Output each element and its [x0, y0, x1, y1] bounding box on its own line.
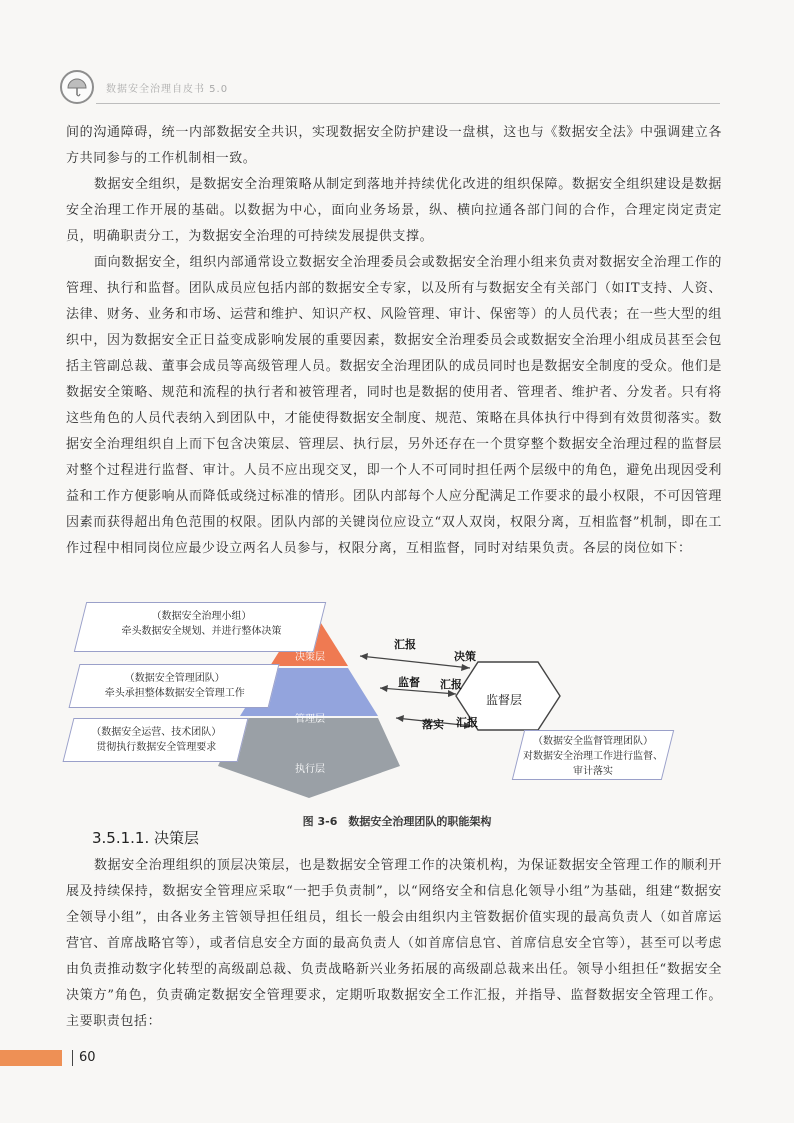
paragraph: 数据安全组织，是数据安全治理策略从制定到落地并持续优化改进的组织保障。数据安全组织建设是数据安全治理工作开展的基础。以数据为中心，面向业务场景，纵、横向拉通各部门间的合作，合理定岗定责定员，明确职责分工，为数据安全治理的可持续发展提供支撑。 [66, 177, 722, 244]
body-text-top [66, 120, 722, 562]
book-logo-icon [60, 70, 94, 104]
execution-layer-label: 执行层 [295, 764, 325, 775]
page-number: 60 [72, 1050, 96, 1066]
decision-team-box: （数据安全治理小组） 牵头数据安全规划、并进行整体决策 [74, 602, 326, 652]
org-structure-figure [60, 598, 740, 808]
management-layer-label: 管理层 [295, 714, 325, 725]
section-title: 3.5.1.1. 决策层 [92, 829, 200, 847]
label-report-mid: 汇报 [440, 678, 462, 691]
header-rule [96, 103, 720, 104]
supervision-layer-label: 监督层 [486, 693, 523, 707]
page-accent-bar [0, 1050, 62, 1066]
label-report-top: 汇报 [394, 638, 416, 651]
label-report-bottom: 汇报 [456, 716, 478, 729]
paragraph: 面向数据安全，组织内部通常设立数据安全治理委员会或数据安全治理小组来负责对数据安全治理工作的管理、执行和监督。团队成员应包括内部的数据安全专家，以及所有与数据安全有关部门（如IT支持、人资、法律、财务、业务和市场、运营和维护、知识产权、风险管理、审计、保密等）的人员代表；在一些大型的组织中，因为数据安全正日益变成影响发展的重要因素，数据安全治理委员会或数据安全治理小组成员甚至会包括主管副总裁、董事会成员等高级管理人员。数据安全治理团队的成员同时也是数据安全制度的受众。他们是数据安全策略、规范和流程的执行者和被管理者，同时也是数据的使用者、管理者、维护者、分发者。只有将这些角色的人员代表纳入到团队中，才能使得数据安全制度、规范、策略在具体执行中得到有效贯彻落实。数据安全治理组织自上而下包含决策层、管理层、执行层，另外还存在一个贯穿整个数据安全治理过程的监督层对整个过程进行监督、审计。人员不应出现交叉，即一个人不可同时担任两个层级中的角色，避免出现因受利益和工作方便影响从而降低或绕过标准的情形。团队内部每个人应分配满足工作要求的最小权限，不可因管理因素而获得超出角色范围的权限。团队内部的关键岗位应设立“双人双岗，权限分离，互相监督”机制，即在工作过程中相同岗位应最少设立两名人员参与，权限分离，互相监督，同时对结果负责。各层的岗位如下： [66, 255, 722, 556]
body-text-bottom [66, 853, 722, 1035]
arrowhead [360, 653, 368, 660]
running-header [60, 70, 720, 110]
label-supervise: 监督 [398, 676, 420, 689]
label-implement: 落实 [422, 718, 444, 731]
supervision-team-box: （数据安全监督管理团队） 对数据安全治理工作进行监督、 审计落实 [512, 730, 674, 780]
arrowhead [461, 664, 470, 671]
paragraph: 间的沟通障碍，统一内部数据安全共识，实现数据安全防护建设一盘棋，这也与《数据安全法》中强调建立各方共同参与的工作机制相一致。 [66, 125, 722, 166]
execution-team-box: （数据安全运营、技术团队） 贯彻执行数据安全管理要求 [63, 718, 249, 762]
paragraph: 数据安全治理组织的顶层决策层，也是数据安全管理工作的决策机构，为保证数据安全管理工作的顺利开展及持续保持，数据安全管理应采取“一把手负责制”，以“网络安全和信息化领导小组”为基础，组建“数据安全领导小组”，由各业务主管领导担任组员，组长一般会由组织内主管数据价值实现的最高负责人（如首席运营官、首席战略官等），或者信息安全方面的最高负责人（如首席信息官、首席信息安全官等），甚至可以考虑由负责推动数字化转型的高级副总裁、负责战略新兴业务拓展的高级副总裁来出任。领导小组担任“数据安全决策方”角色，负责确定数据安全管理要求，定期听取数据安全工作汇报，并指导、监督数据安全管理工作。主要职责包括： [66, 858, 722, 1029]
arrowhead [396, 715, 404, 722]
decision-layer-label: 决策层 [295, 652, 325, 663]
management-team-box: （数据安全管理团队） 牵头承担整体数据安全管理工作 [69, 664, 280, 708]
label-decide: 决策 [454, 650, 476, 663]
figure-caption: 图 3-6 数据安全治理团队的职能架构 [302, 815, 492, 828]
arrowhead [380, 685, 388, 692]
header-title: 数据安全治理自皮书 5.0 [106, 84, 229, 95]
